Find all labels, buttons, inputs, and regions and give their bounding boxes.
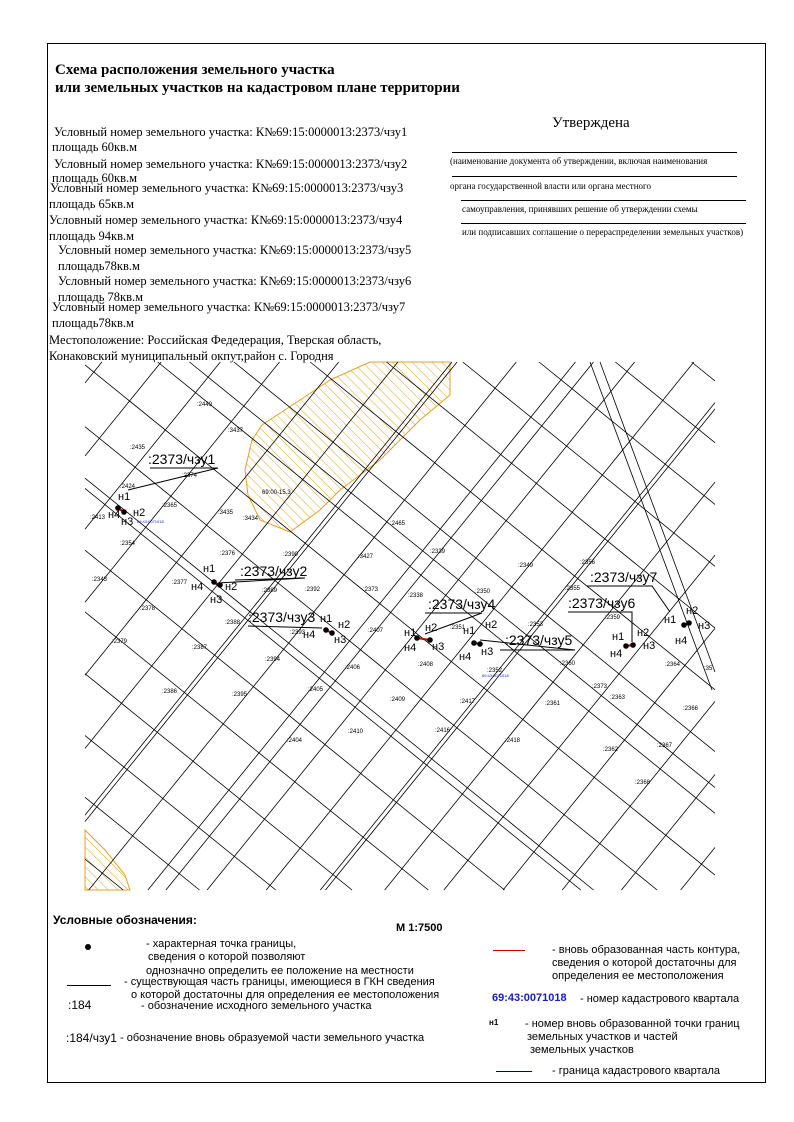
- parcel-label: :2352: [487, 668, 503, 674]
- boundary-point: [681, 622, 687, 628]
- legend-sample: 69:43:0071018: [492, 992, 567, 1004]
- legend-text: - существующая часть границы, имеющиеся в ГКН сведения: [124, 976, 435, 988]
- parcel-label: :2404: [287, 738, 303, 744]
- parcel-boundary: [692, 362, 715, 381]
- parcel-area: площадь78кв.м: [52, 316, 134, 330]
- parcel-area: площадь 78кв.м: [58, 290, 144, 304]
- new-part-label: :2373/чзу3: [248, 609, 316, 625]
- parcel-boundary: [85, 478, 594, 890]
- point-number-label: н2: [637, 627, 650, 639]
- parcel-label: :2435: [130, 445, 146, 451]
- parcel-number: Условный номер земельного участка: К№69:15:0000013:2373/чзу2: [54, 157, 408, 171]
- new-part-label: :2373/чзу1: [148, 451, 216, 467]
- quarter-number: 69:43:0071018: [482, 673, 509, 678]
- parcel-label: :2359: [605, 615, 621, 621]
- legend-text: - характерная точка границы,: [146, 938, 297, 950]
- title-line-2: или земельных участков на кадастровом плане территории: [55, 80, 460, 96]
- parcel-label: :2424: [120, 484, 136, 490]
- parcel-label: :2349: [518, 563, 534, 569]
- parcel-label: :2389: [262, 588, 278, 594]
- parcel-number: Условный номер земельного участка: К№69:15:0000013:2373/чзу4: [49, 213, 403, 227]
- parcel-label: :2339: [430, 549, 446, 555]
- new-part-leader: [128, 468, 218, 490]
- point-number-label: н1: [203, 563, 216, 575]
- parcel-label: :3437: [228, 428, 244, 434]
- parcel-label: :3434: [243, 516, 259, 522]
- approval-title: Утверждена: [552, 115, 630, 131]
- parcel-label: :2413: [90, 515, 106, 521]
- legend-text: - обозначение исходного земельного участка: [141, 1000, 372, 1012]
- parcel-boundary: [681, 848, 715, 890]
- parcel-label: :2364: [665, 662, 681, 668]
- parcel-label: :2393: [290, 630, 306, 636]
- boundary-point: [211, 579, 217, 585]
- parcel-boundary: [562, 701, 715, 890]
- new-part-leader: [248, 626, 322, 628]
- parcel-grid: [85, 362, 715, 890]
- location-line-2: Конаковский муниципальный окпут,район с. Городня: [49, 349, 334, 363]
- parcel-label: :2395: [232, 692, 248, 698]
- parcel-label: :2362: [603, 747, 619, 753]
- parcel-boundary: [85, 362, 220, 529]
- parcel-boundary: [85, 488, 581, 890]
- location-line-1: Местоположение: Российская Федедерация, Тверская область,: [49, 333, 382, 347]
- point-number-label: н4: [404, 642, 417, 654]
- boundary-point: [623, 643, 629, 649]
- point-number-label: н2: [225, 581, 238, 593]
- parcel-label: :2356: [580, 560, 596, 566]
- approval-line: (наименование документа об утверждении, включая наименования: [450, 156, 708, 166]
- parcel-label: :2409: [390, 697, 406, 703]
- protected-zone-hatch: [85, 830, 130, 890]
- point-number-label: н1: [320, 613, 333, 625]
- point-number-label: н4: [108, 509, 121, 521]
- approval-line: самоуправления, принявших решение об утверждении схемы: [462, 204, 698, 214]
- parcel-label: :2350: [475, 589, 491, 595]
- parcel-label: :2387: [192, 645, 208, 651]
- quarter-border-symbol: [496, 1071, 532, 1072]
- legend-text: земельных участков: [530, 1044, 634, 1056]
- parcel-label: :2353: [528, 622, 544, 628]
- new-part-label: :2373/чзу2: [240, 563, 308, 579]
- parcel-label: :2378: [140, 606, 156, 612]
- new-part-label: :2373/чзу4: [428, 596, 496, 612]
- parcel-label: :2351: [450, 625, 466, 631]
- point-number-label: н3: [121, 516, 134, 528]
- parcel-number: Условный номер земельного участка: К№69:15:0000013:2373/чзу1: [54, 125, 408, 139]
- quarter-number: 69:43:0071018: [137, 519, 164, 524]
- parcel-boundary: [386, 362, 715, 628]
- parcel-label: :2361: [545, 701, 561, 707]
- parcel-label: :2418: [505, 738, 521, 744]
- legend-text: сведения о которой достаточны для: [552, 957, 737, 969]
- boundary-point: [471, 640, 477, 646]
- legend-text: земельных участков и частей: [527, 1031, 678, 1043]
- new-parts: [108, 451, 710, 663]
- parcel-boundary: [85, 674, 352, 890]
- legend-text: - номер вновь образованной точки границ: [525, 1018, 740, 1030]
- point-number-label: н1: [664, 614, 677, 626]
- parcel-label: :2379: [112, 639, 128, 645]
- parcel-label: :2373: [363, 587, 379, 593]
- point-number-label: н3: [432, 641, 445, 653]
- parcel-label: :2394: [265, 657, 281, 663]
- new-part-label: :2373/чзу6: [568, 595, 636, 611]
- parcel-number: Условный номер земельного участка: К№69:15:0000013:2373/чзу6: [58, 274, 412, 288]
- legend-text: однозначно определить ее положение на местности: [146, 965, 414, 977]
- scale: М 1:7500: [396, 922, 443, 934]
- parcel-label: :2386: [162, 689, 178, 695]
- legend-sample: н1: [489, 1018, 499, 1027]
- parcel-label: :2410: [348, 729, 364, 735]
- legend-title: Условные обозначения:: [53, 913, 197, 927]
- parcel-label: :2368: [635, 780, 651, 786]
- point-number-label: н4: [191, 581, 204, 593]
- parcel-label: :2465: [390, 521, 406, 527]
- parcel-number: Условный номер земельного участка: К№69:15:0000013:2373/чзу5: [58, 243, 412, 257]
- legend-sample: :184: [68, 998, 92, 1012]
- point-number-label: н2: [133, 507, 146, 519]
- parcel-area: площадь78кв.м: [58, 259, 140, 273]
- parcel-boundary: [85, 362, 398, 748]
- parcel-label: :2392: [305, 587, 321, 593]
- parcel-number: Условный номер земельного участка: К№69:15:0000013:2373/чзу7: [52, 300, 406, 314]
- parcel-label: :3427: [358, 554, 374, 560]
- parcel-boundary: [621, 774, 715, 890]
- legend-text: - вновь образованная часть контура,: [552, 944, 741, 956]
- parcel-label: :2365: [162, 503, 178, 509]
- new-part-label: :2373/чзу7: [590, 569, 658, 585]
- zone-label: 69:00-15.3: [262, 490, 291, 496]
- parcel-label: :2406: [345, 665, 361, 671]
- parcel-label: :3435: [218, 510, 234, 516]
- parcel-label: :2366: [683, 706, 699, 712]
- point-number-label: н1: [118, 491, 131, 503]
- parcel-boundary: [615, 362, 715, 443]
- parcel-label: :2408: [418, 662, 434, 668]
- parcel-label: :2388: [225, 620, 241, 626]
- point-number-label: н1: [404, 627, 417, 639]
- parcel-boundary: [385, 482, 715, 890]
- boundary-point: [121, 509, 127, 515]
- parcel-area: площадь 94кв.м: [49, 229, 135, 243]
- point-number-label: н4: [459, 651, 472, 663]
- title-line-1: Схема расположения земельного участка: [55, 62, 335, 78]
- point-number-label: н3: [481, 646, 494, 658]
- boundary-point: [630, 642, 636, 648]
- point-number-label: н2: [686, 605, 699, 617]
- boundary-point: [217, 582, 223, 588]
- point-number-label: н3: [643, 640, 656, 652]
- point-number-label: н1: [612, 631, 625, 643]
- parcel-boundary: [325, 409, 715, 890]
- parcel-label: :2360: [560, 661, 576, 667]
- parcel-label: :2449: [197, 402, 213, 408]
- parcel-label: :2405: [308, 687, 324, 693]
- parcel-label: :2338: [408, 593, 424, 599]
- point-number-label: н2: [485, 619, 498, 631]
- new-part-label: :2373/чзу5: [505, 632, 573, 648]
- legend-text: - номер кадастрового квартала: [580, 993, 740, 1005]
- parcel-boundary: [234, 362, 715, 752]
- parcel-boundary: [463, 362, 715, 566]
- boundary-point: [686, 620, 692, 626]
- legend-text: о которой достаточны для определения ее местоположения: [131, 989, 440, 1001]
- parcel-boundary: [539, 362, 715, 504]
- existing-border-symbol: [67, 985, 111, 986]
- parcel-label: :2407: [368, 628, 384, 634]
- point-number-label: н1: [463, 625, 476, 637]
- boundary-point: [323, 627, 329, 633]
- parcel-label: :2416: [435, 728, 451, 734]
- legend-text: определения ее местоположения: [552, 970, 724, 982]
- parcel-label: :2367: [657, 743, 673, 749]
- parcel-area: площадь 60кв.м: [52, 171, 138, 185]
- point-number-label: н4: [303, 629, 316, 641]
- new-contour-symbol: [493, 950, 525, 951]
- parcel-label: :2417: [460, 699, 476, 705]
- point-symbol-icon: [85, 944, 91, 950]
- point-number-label: н2: [425, 622, 438, 634]
- parcel-area: площадь 65кв.м: [49, 197, 135, 211]
- parcel-label: :2374: [182, 473, 198, 479]
- parcel-label: :2355: [565, 586, 581, 592]
- parcel-label: :2377: [172, 580, 188, 586]
- legend-text: - обозначение вновь образуемой части земельного участка: [120, 1032, 425, 1044]
- legend-text: - граница кадастрового квартала: [552, 1065, 721, 1077]
- approval-line: органа государственной власти или органа местного: [450, 181, 651, 191]
- legend-sample: :184/чзу1: [66, 1031, 117, 1045]
- legend-text: сведения о которой позволяют: [148, 951, 306, 963]
- parcel-label: :2354: [120, 541, 136, 547]
- point-number-label: н3: [334, 634, 347, 646]
- approval-line: или подписавших соглашение о перераспределении земельных участков): [462, 227, 744, 237]
- point-number-label: н4: [610, 648, 623, 660]
- point-number-label: н3: [210, 594, 223, 606]
- parcel-label: :2373: [592, 684, 608, 690]
- parcel-label: :2363: [610, 695, 626, 701]
- parcel-number: Условный номер земельного участка: К№69:15:0000013:2373/чзу3: [50, 181, 404, 195]
- parcel-label: :35: [704, 666, 713, 672]
- point-number-label: н2: [338, 619, 351, 631]
- parcel-label: :2376: [220, 551, 236, 557]
- parcel-boundary: [85, 362, 161, 456]
- parcel-boundary: [85, 362, 102, 383]
- parcel-label: :2390: [283, 552, 299, 558]
- point-number-label: н3: [698, 620, 711, 632]
- point-number-label: н4: [675, 635, 688, 647]
- protected-zone-hatch: [245, 362, 450, 532]
- parcel-area: площадь 60кв.м: [52, 140, 138, 154]
- parcel-label: :2343: [92, 577, 108, 583]
